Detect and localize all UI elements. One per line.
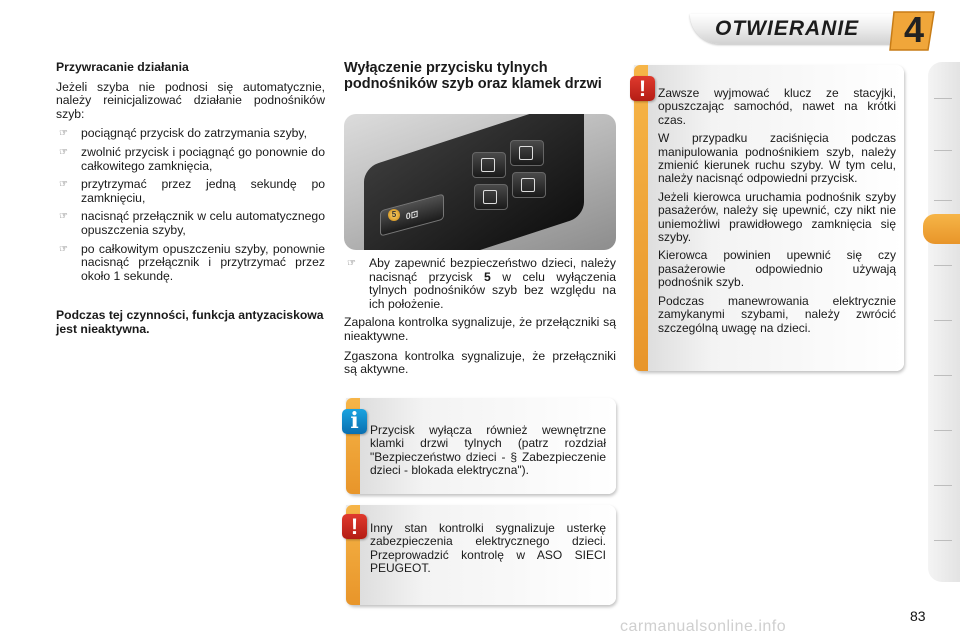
tab-divider — [934, 200, 952, 201]
hand-pointer-icon: ☞ — [59, 146, 68, 158]
tab-divider — [934, 540, 952, 541]
warning-text: Zawsze wyjmować klucz ze stacyjki, opuszczając samochód, nawet na krótki czas. W przypadku zaciśnięcia podczas manipulowania podnośnikiem szyb, należy zmienić kierunek ruchu szyby. W tym celu, należy nacisnąć odpowiedni przycisk. Jeżeli kierowca uruchamia podnośnik szyby pasażerów, należy się upewnić, czy nikt nie uniemożliwi prawidłowego zamknięcia się szyby. Kierowca powinien upewnić się czy pasażerowie odpowiednio używają podnośnik szyb. Podczas manewrowania elektrycznie zamykanymi szybami, należy zwrócić szczególną uwagę na dzieci. — [658, 86, 896, 335]
window-switch — [474, 184, 508, 210]
left-column — [56, 61, 325, 343]
intro-paragraph: Jeżeli szyba nie podnosi się automatycznie, należy reinicjalizować działanie podnośników szyb: — [56, 79, 325, 121]
info-text: Przycisk wyłącza również wewnętrzne klamki drzwi tylnych (patrz rozdział "Bezpieczeństwo dzieci - § Zabezpieczenie dzieci - blokada elektryczna"). — [370, 423, 606, 478]
page-number: 83 — [910, 608, 926, 624]
page-title: OTWIERANIE — [715, 17, 860, 40]
bullet-list — [344, 257, 616, 311]
list-item: ☞ po całkowitym opuszczeniu szyby, ponownie nacisnąć przełącznik i przytrzymać przez około 1 sekundę. — [59, 241, 325, 283]
chapter-tab-active[interactable] — [923, 214, 960, 244]
side-tabs — [928, 62, 960, 582]
middle-body — [344, 257, 616, 383]
chapter-number: 4 — [903, 9, 925, 50]
tab-divider — [934, 375, 952, 376]
hand-pointer-icon: ☞ — [59, 179, 68, 191]
section-heading: Wyłączenie przycisku tylnych podnośników szyb oraz klamek drzwi — [344, 60, 602, 92]
list-item: ☞ nacisnąć przełącznik w celu automatycznego opuszczenia szyby, — [59, 209, 325, 237]
list-item: ☞ Aby zapewnić bezpieczeństwo dzieci, należy nacisnąć przycisk 5 w celu wyłączenia tylnych podnośników szyb bez względu na ich położenie. — [347, 256, 616, 311]
antipinch-note: Podczas tej czynności, funkcja antyzaciskowa jest nieaktywna. — [56, 308, 324, 336]
tab-divider — [934, 150, 952, 151]
hand-pointer-icon: ☞ — [59, 211, 68, 223]
tab-divider — [934, 265, 952, 266]
warning-icon: ! — [342, 514, 367, 539]
watermark: carmanualsonline.info — [620, 618, 787, 635]
window-switch — [510, 140, 544, 166]
list-item: ☞ przytrzymać przez jedną sekundę po zamknięciu, — [59, 177, 325, 205]
window-switch-photo — [344, 114, 616, 250]
section-heading: Przywracanie działania — [56, 60, 189, 74]
warning-box-right — [634, 65, 904, 371]
indicator-on-paragraph: Zapalona kontrolka sygnalizuje, że przełączniki są nieaktywne. — [344, 315, 616, 343]
window-switch — [512, 172, 546, 198]
hand-pointer-icon: ☞ — [347, 258, 356, 269]
tab-divider — [934, 485, 952, 486]
child-lock-button: 0⊡ — [380, 193, 444, 236]
hand-pointer-icon: ☞ — [59, 243, 68, 255]
list-item: ☞ pociągnąć przycisk do zatrzymania szyby, — [59, 126, 308, 141]
bullet-list — [56, 127, 325, 283]
info-box — [346, 398, 616, 494]
indicator-off-paragraph: Zgaszona kontrolka sygnalizuje, że przełączniki są aktywne. — [344, 348, 616, 377]
child-lock-indicator-label: 5 — [388, 209, 400, 221]
tab-divider — [934, 98, 952, 99]
hand-pointer-icon: ☞ — [59, 128, 68, 140]
tab-divider — [934, 320, 952, 321]
list-item: ☞ zwolnić przycisk i pociągnąć go ponownie do całkowitego zamknięcia, — [59, 144, 325, 173]
middle-column — [344, 61, 616, 92]
tab-divider — [934, 430, 952, 431]
warning-text: Inny stan kontrolki sygnalizuje usterkę zabezpieczenia elektrycznego dzieci. Przeprowadzić kontrolę w ASO SIECI PEUGEOT. — [370, 521, 606, 576]
info-icon: i — [342, 409, 367, 434]
warning-icon: ! — [630, 76, 655, 101]
window-switch — [472, 152, 506, 178]
warning-box — [346, 505, 616, 605]
